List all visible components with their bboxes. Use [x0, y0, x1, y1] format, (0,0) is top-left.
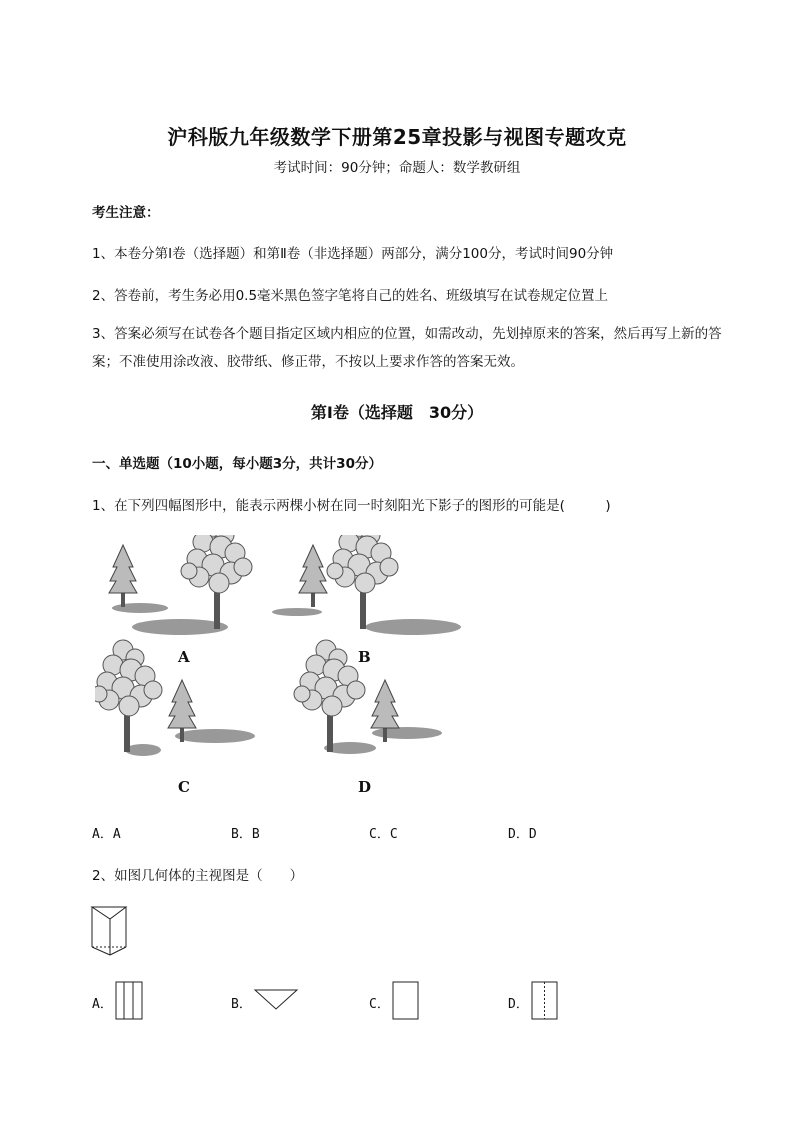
option-a-rectangle-split: [115, 981, 145, 1021]
question-stem: 1、在下列四幅图形中，能表示两棵小树在同一时刻阳光下影子的图形的可能是( ): [92, 498, 611, 514]
option-c-rectangle: [392, 981, 420, 1021]
option-a[interactable]: A．: [92, 997, 113, 1012]
figure-label-a: A: [178, 648, 190, 666]
exam-info: 考试时间：90分钟；命题人：数学教研组: [273, 160, 521, 176]
scene-b: [272, 535, 461, 635]
option-c[interactable]: C．C: [369, 827, 398, 842]
notice-item: 1、本卷分第I卷（选择题）和第Ⅱ卷（非选择题）两部分，满分100分，考试时间90分钟: [92, 246, 614, 262]
question-stem: 2、如图几何体的主视图是（ ）: [92, 868, 304, 884]
notice-item: 2、答卷前，考生务必用0.5毫米黑色签字笔将自己的姓名、班级填写在试卷规定位置上: [92, 288, 609, 304]
option-b[interactable]: B．: [231, 997, 252, 1012]
option-a[interactable]: A．A: [92, 827, 121, 842]
option-d[interactable]: D．D: [508, 827, 537, 842]
scene-a: [109, 535, 252, 635]
notice-item: 3、答案必须写在试卷各个题目指定区域内相应的位置，如需改动，先划掉原来的答案，然后再写上新的答案；不准使用涂改液、胶带纸、修正带，不按以上要求作答的答案无效。: [92, 326, 722, 370]
notice-heading: 考生注意：: [92, 205, 160, 221]
figure-label-d: D: [358, 778, 372, 796]
prism-figure: [90, 905, 130, 957]
page-title: 沪科版九年级数学下册第25章投影与视图专题攻克: [167, 125, 627, 149]
figure-label-b: B: [358, 648, 371, 666]
figure-label-c: C: [178, 778, 190, 796]
option-d[interactable]: D．: [508, 997, 529, 1012]
option-b[interactable]: B．B: [231, 827, 260, 842]
option-d-rectangle-dashed: [531, 981, 559, 1021]
part-title: 第I卷（选择题 30分）: [310, 403, 484, 422]
trees-shadow-figure: [95, 535, 475, 800]
section-heading: 一、单选题（10小题，每小题3分，共计30分）: [92, 456, 382, 472]
option-c[interactable]: C．: [369, 997, 390, 1012]
scene-c: [95, 640, 255, 756]
option-b-triangle: [253, 988, 299, 1012]
